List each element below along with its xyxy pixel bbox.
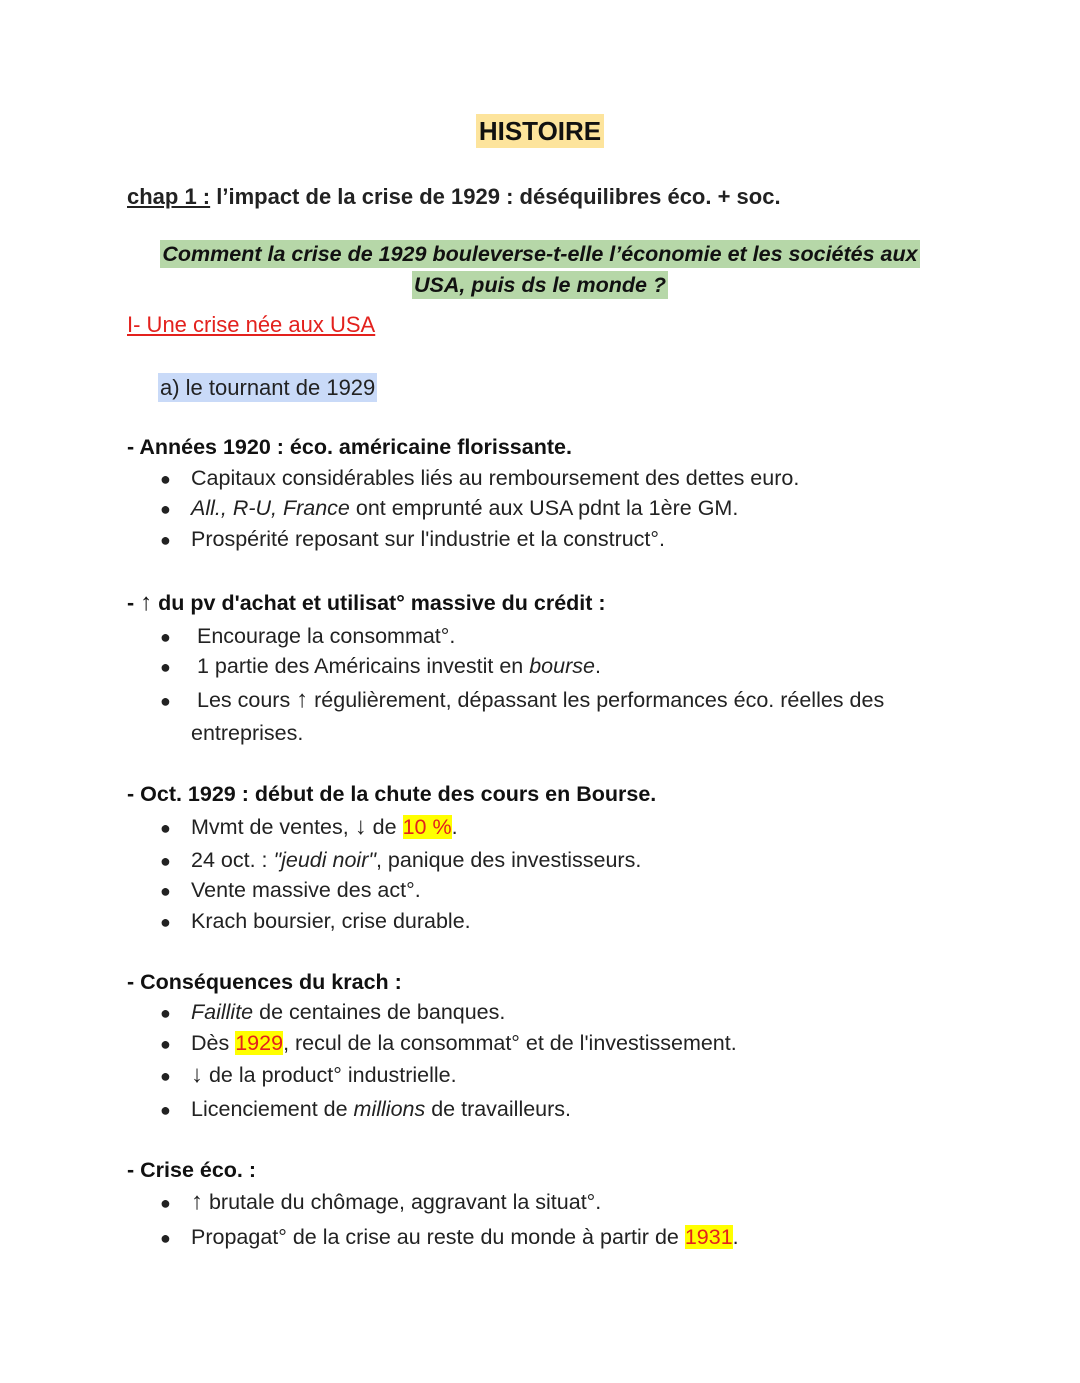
bullet-icon: ● [160,1003,171,1023]
block4-heading: - Conséquences du krach : [127,970,402,994]
bullet-icon: ● [160,469,171,489]
problem-question-line-2: USA, puis ds le monde ? [413,273,667,297]
chapter-label: chap 1 : [127,184,211,209]
list-item: ● Dès 1929, recul de la consommat° et de l'investissement. [160,1031,737,1055]
bullet-icon: ● [160,1100,171,1120]
bullet-icon: ● [160,1066,171,1086]
list-item: ● Licenciement de millions de travailleurs. [160,1097,572,1121]
bullet-icon: ● [160,657,171,677]
bullet-icon: ● [160,530,171,550]
page-title: HISTOIRE [0,116,1080,147]
arrow-up-icon: ↑ [296,686,309,713]
arrow-down-icon: ↓ [354,813,367,840]
bullet-icon: ● [160,818,171,838]
list-item: ● Capitaux considérables liés au remboursement des dettes euro. [160,466,800,490]
subsection-heading: a) le tournant de 1929 [160,375,376,400]
block3-heading: - Oct. 1929 : début de la chute des cours en Bourse. [127,782,657,806]
list-item: ● All., R-U, France ont emprunté aux USA pdnt la 1ère GM. [160,496,739,520]
arrow-up-icon: ↑ [191,1188,203,1215]
list-item: ● ↓ de la product° industrielle. [160,1061,457,1088]
bullet-icon: ● [160,851,171,871]
bullet-icon: ● [160,1034,171,1054]
chapter-heading [127,184,781,210]
highlight: 1931 [684,1225,733,1249]
list-item: ● Krach boursier, crise durable. [160,909,471,933]
block1-heading: - Années 1920 : éco. américaine florissante. [127,435,572,459]
list-item: ● Les cours ↑ régulièrement, dépassant les performances éco. réelles des [160,686,885,713]
bullet-icon: ● [160,1228,171,1248]
problem-question-line-1: Comment la crise de 1929 bouleverse-t-elle l’économie et les sociétés aux [162,242,918,266]
bullet-icon: ● [160,881,171,901]
bullet-icon: ● [160,1193,171,1213]
highlight: 1929 [235,1031,284,1055]
section-heading: I- Une crise née aux USA [127,312,376,337]
bullet-icon: ● [160,627,171,647]
list-item: ● Encourage la consommat°. [160,624,456,648]
block2-heading: - ↑ du pv d'achat et utilisat° massive du crédit : [127,589,606,616]
list-item: ● Prospérité reposant sur l'industrie et la construct°. [160,527,665,551]
list-item: ● Vente massive des act°. [160,878,421,902]
list-item: ● ↑ brutale du chômage, aggravant la situat°. [160,1188,602,1215]
list-item: ● Propagat° de la crise au reste du monde à partir de 1931. [160,1225,739,1249]
highlight: 10 % [402,815,452,839]
bullet-icon: ● [160,912,171,932]
arrow-down-icon: ↓ [191,1061,203,1088]
list-item: ● Mvmt de ventes, ↓ de 10 %. [160,813,458,840]
list-item: ● Faillite de centaines de banques. [160,1000,506,1024]
chapter-text: l’impact de la crise de 1929 : déséquilibres éco. + soc. [210,184,781,209]
list-item: ● 1 partie des Américains investit en bourse. [160,654,601,678]
list-item-continuation: entreprises. [191,721,304,745]
bullet-icon: ● [160,691,171,711]
bullet-icon: ● [160,499,171,519]
arrow-up-icon: ↑ [140,589,153,616]
list-item: ● 24 oct. : "jeudi noir", panique des investisseurs. [160,848,642,872]
block5-heading: - Crise éco. : [127,1158,257,1182]
